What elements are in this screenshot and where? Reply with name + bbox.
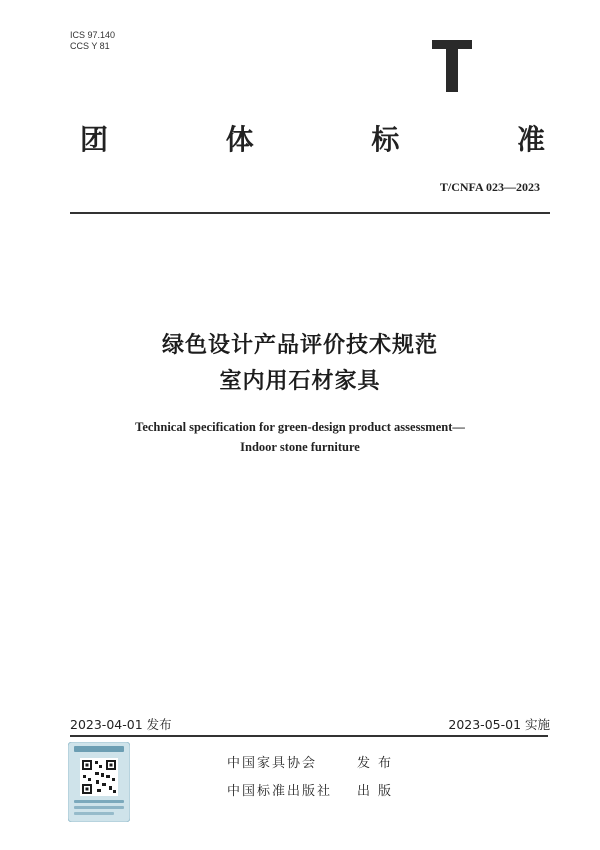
standard-type-heading — [80, 118, 545, 158]
english-title — [0, 417, 600, 457]
publisher-role: 出版 — [357, 784, 400, 799]
publishers-block — [227, 750, 399, 806]
standard-type-char: 准 — [516, 123, 545, 156]
chinese-title — [0, 328, 600, 400]
standard-type-char: 标 — [371, 123, 400, 156]
standard-type-char: 团 — [80, 123, 109, 156]
standard-letter-t-logo — [432, 40, 472, 92]
header-divider — [70, 212, 550, 214]
chinese-title-line-1: 绿色设计产品评价技术规范 — [161, 333, 438, 358]
publisher-name: 中国标准出版社 — [227, 784, 333, 799]
publisher-name: 中国家具协会 — [227, 756, 318, 771]
issue-date: 2023-04-01 发布 — [70, 717, 172, 732]
publisher-row — [227, 750, 399, 778]
implementation-date: 2023-05-01 实施 — [448, 717, 550, 732]
ccs-code: CCS Y 81 — [70, 41, 110, 51]
ics-code: ICS 97.140 — [70, 30, 116, 40]
chinese-title-line-2: 室内用石材家具 — [219, 369, 381, 394]
standard-type-char: 体 — [225, 123, 254, 156]
publisher-row — [227, 778, 399, 806]
footer-divider — [70, 735, 548, 737]
classification-codes — [70, 30, 115, 52]
english-title-line-2: Indoor stone furniture — [240, 440, 360, 454]
english-title-line-1: Technical specification for green-design product assessment— — [135, 420, 465, 434]
standard-number: T/CNFA 023—2023 — [439, 180, 540, 194]
publisher-role: 发布 — [357, 756, 400, 771]
anti-counterfeit-qr-sticker — [68, 742, 130, 822]
